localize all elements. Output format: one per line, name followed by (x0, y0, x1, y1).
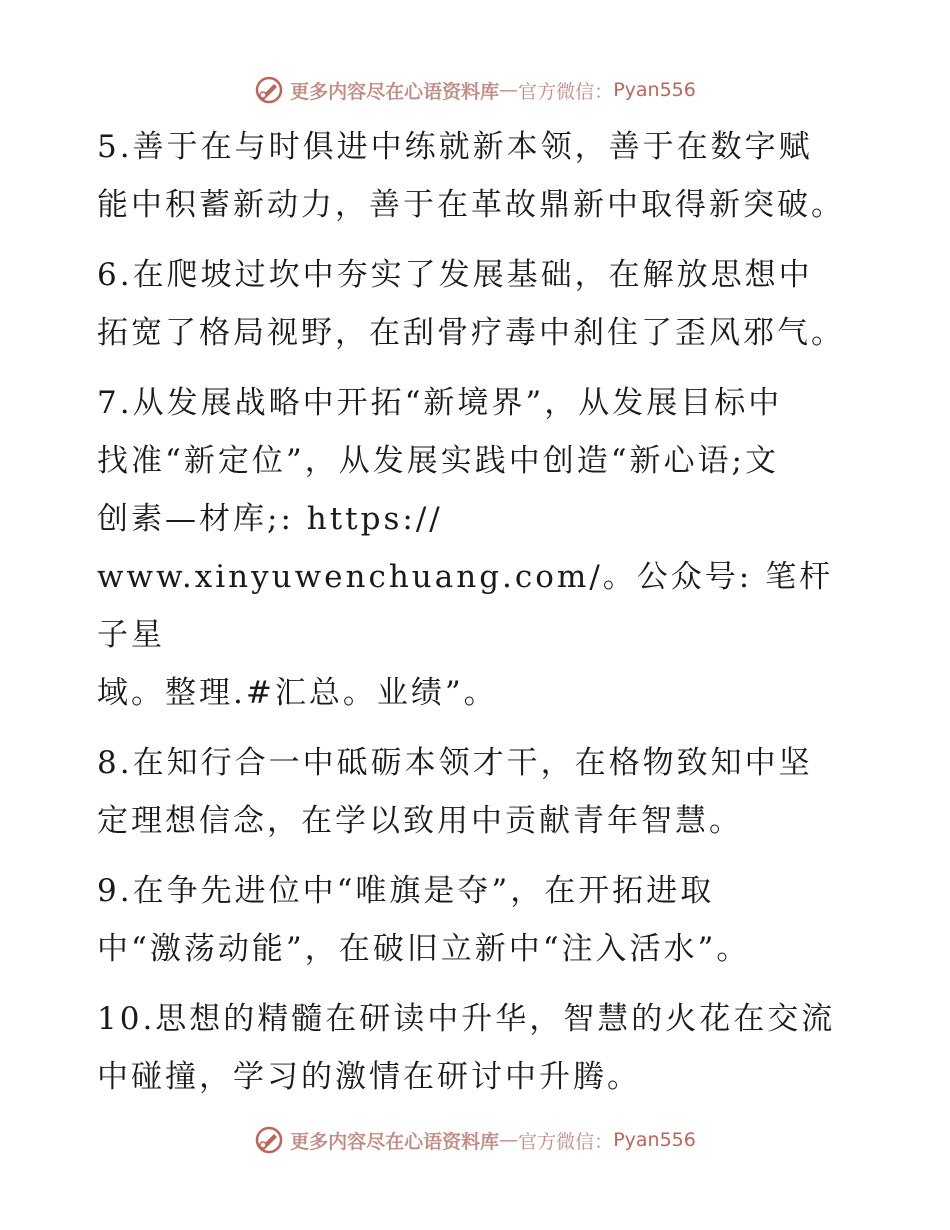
header-watermark (0, 70, 950, 110)
paragraph-7: 7.从发展战略中开拓“新境界”，从发展目标中 找准“新定位”，从发展实践中创造“新心语;文 创素—材库;: https:// www.xinyuwenchuang.com/。公众号: 笔杆子星 域。整理.#汇总。业绩”。 (97, 385, 834, 711)
footer-separator: — (499, 1129, 519, 1151)
footer-wechat-id: Pyan556 (613, 1129, 696, 1151)
footer-watermark (0, 1120, 950, 1160)
footer-site-text: 更多内容尽在心语资料库 (290, 1130, 500, 1153)
paragraph-5: 5.善于在与时俱进中练就新本领，善于在数字赋 能中积蓄新动力，善于在革故鼎新中取得新突破。 (97, 129, 845, 223)
footer-wechat-label: 官方微信： (518, 1130, 614, 1153)
header-wechat-id: Pyan556 (613, 79, 696, 101)
header-wechat-label: 官方微信： (518, 80, 614, 103)
quill-seal-icon (254, 75, 284, 105)
header-site-text: 更多内容尽在心语资料库 (290, 80, 500, 103)
quill-seal-icon (254, 1125, 284, 1155)
paragraph-8: 8.在知行合一中砥砺本领才干，在格物致知中坚 定理想信念，在学以致用中贡献青年智慧。 (97, 745, 813, 839)
paragraph-6: 6.在爬坡过坎中夯实了发展基础，在解放思想中 拓宽了格局视野，在刮骨疗毒中刹住了歪风邪气。 (97, 257, 845, 351)
document-body (97, 118, 857, 1118)
paragraph-10: 10.思想的精髓在研读中升华，智慧的火花在交流 中碰撞，学习的激情在研讨中升腾。 (97, 1001, 836, 1095)
header-separator: — (499, 79, 519, 101)
paragraph-9: 9.在争先进位中“唯旗是夺”，在开拓进取 中“激荡动能”，在破旧立新中“注入活水”。 (97, 873, 751, 967)
